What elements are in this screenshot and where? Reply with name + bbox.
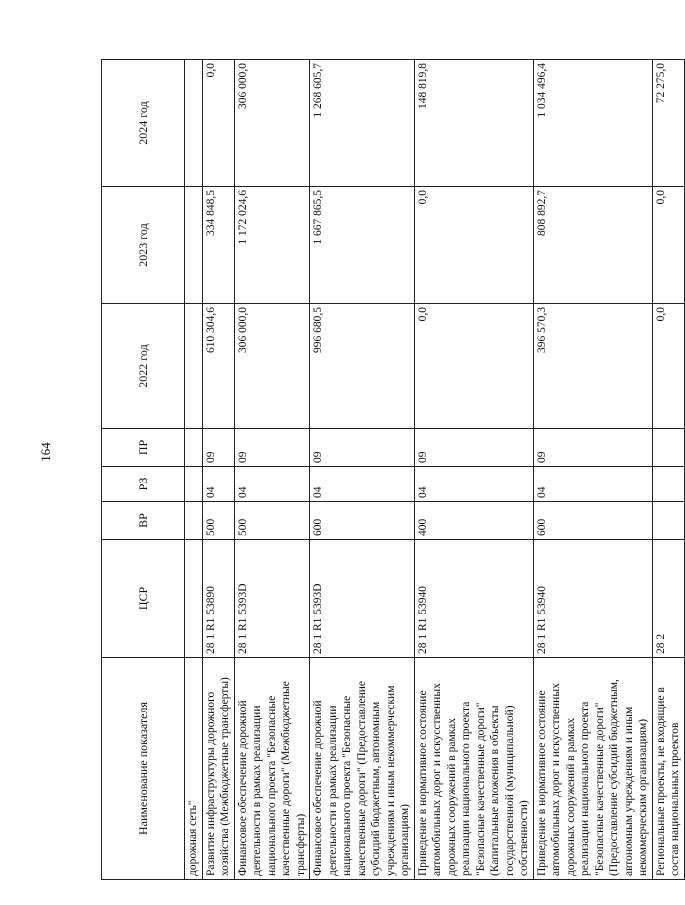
cell-vr (185, 502, 203, 540)
cell-rz: 04 (202, 467, 234, 502)
cell-2023: 0,0 (652, 187, 684, 304)
cell-2024: 1 034 496,4 (533, 60, 652, 187)
table-row (533, 60, 652, 880)
cell-csr: 28 1 R1 53940 (533, 540, 652, 658)
cell-vr (652, 502, 684, 540)
table-row (202, 60, 234, 880)
cell-csr: 28 1 R1 53940 (414, 540, 533, 658)
cell-2023: 334 848,5 (202, 187, 234, 304)
table-row (185, 60, 203, 880)
cell-2024: 72 275,0 (652, 60, 684, 187)
cell-2022: 0,0 (652, 304, 684, 429)
cell-2022: 396 570,3 (533, 304, 652, 429)
cell-2024 (185, 60, 203, 187)
header-vr: ВР (102, 502, 185, 540)
header-rz: РЗ (102, 467, 185, 502)
page-number: 164 (38, 442, 53, 462)
table-row (234, 60, 310, 880)
header-csr: ЦСР (102, 540, 185, 658)
cell-vr: 500 (234, 502, 310, 540)
cell-name: Региональные проекты, не входящие в состав национальных проектов (652, 658, 684, 880)
table-header-row (102, 60, 185, 880)
table-row (310, 60, 415, 880)
cell-2023: 1 667 865,5 (310, 187, 415, 304)
cell-vr: 600 (533, 502, 652, 540)
cell-name: Финансовое обеспечение дорожной деятельности в рамках реализации национального проекта "Безопасные качественные дороги" (Предоставление субсидий бюджетным, автономным учреждениям и иным некоммерческим организациям) (310, 658, 415, 880)
cell-2023: 1 172 024,6 (234, 187, 310, 304)
table-container (101, 60, 681, 880)
cell-csr: 28 1 R1 5393D (234, 540, 310, 658)
cell-csr (185, 540, 203, 658)
cell-csr: 28 1 R1 53890 (202, 540, 234, 658)
cell-2022: 306 000,0 (234, 304, 310, 429)
header-2022: 2022 год (102, 304, 185, 429)
rotated-table (101, 60, 681, 880)
cell-name: дорожная сеть" (185, 658, 203, 880)
cell-rz: 04 (234, 467, 310, 502)
header-2023: 2023 год (102, 187, 185, 304)
cell-pr (185, 429, 203, 467)
table-row (414, 60, 533, 880)
cell-csr: 28 2 (652, 540, 684, 658)
cell-2022 (185, 304, 203, 429)
cell-vr: 500 (202, 502, 234, 540)
cell-2023: 0,0 (414, 187, 533, 304)
cell-pr: 09 (202, 429, 234, 467)
cell-pr (652, 429, 684, 467)
cell-vr: 600 (310, 502, 415, 540)
cell-2024: 1 268 605,7 (310, 60, 415, 187)
cell-name: Приведение в нормативное состояние автомобильных дорог и искусственных дорожных сооружений в рамках реализации национального проекта "Безопасные качественные дороги" (Предоставление субсидий бюджетным, автономным учреждениям и иным некоммерческим организациям) (533, 658, 652, 880)
header-name: Наименование показателя (102, 658, 185, 880)
cell-vr: 400 (414, 502, 533, 540)
cell-rz: 04 (533, 467, 652, 502)
cell-name: Развитие инфраструктуры дорожного хозяйства (Межбюджетные трансферты) (202, 658, 234, 880)
header-pr: ПР (102, 429, 185, 467)
cell-2022: 610 304,6 (202, 304, 234, 429)
cell-2022: 0,0 (414, 304, 533, 429)
budget-table (101, 59, 685, 880)
cell-rz (185, 467, 203, 502)
cell-pr: 09 (533, 429, 652, 467)
cell-csr: 28 1 R1 5393D (310, 540, 415, 658)
cell-pr: 09 (234, 429, 310, 467)
header-2024: 2024 год (102, 60, 185, 187)
cell-2024: 0,0 (202, 60, 234, 187)
cell-2022: 996 680,5 (310, 304, 415, 429)
cell-rz: 04 (414, 467, 533, 502)
cell-name: Финансовое обеспечение дорожной деятельности в рамках реализации национального проекта "Безопасные качественные дороги" (Межбюджетные трансферты) (234, 658, 310, 880)
cell-2023 (185, 187, 203, 304)
cell-pr: 09 (310, 429, 415, 467)
cell-pr: 09 (414, 429, 533, 467)
cell-rz (652, 467, 684, 502)
cell-2024: 306 000,0 (234, 60, 310, 187)
cell-name: Приведение в нормативное состояние автомобильных дорог и искусственных дорожных сооружений в рамках реализации национального проекта "Безопасные качественные дороги" (Капитальные вложения в объекты государственной (муниципальной) собственности) (414, 658, 533, 880)
cell-2024: 148 819,8 (414, 60, 533, 187)
table-row (652, 60, 684, 880)
cell-rz: 04 (310, 467, 415, 502)
cell-2023: 808 892,7 (533, 187, 652, 304)
